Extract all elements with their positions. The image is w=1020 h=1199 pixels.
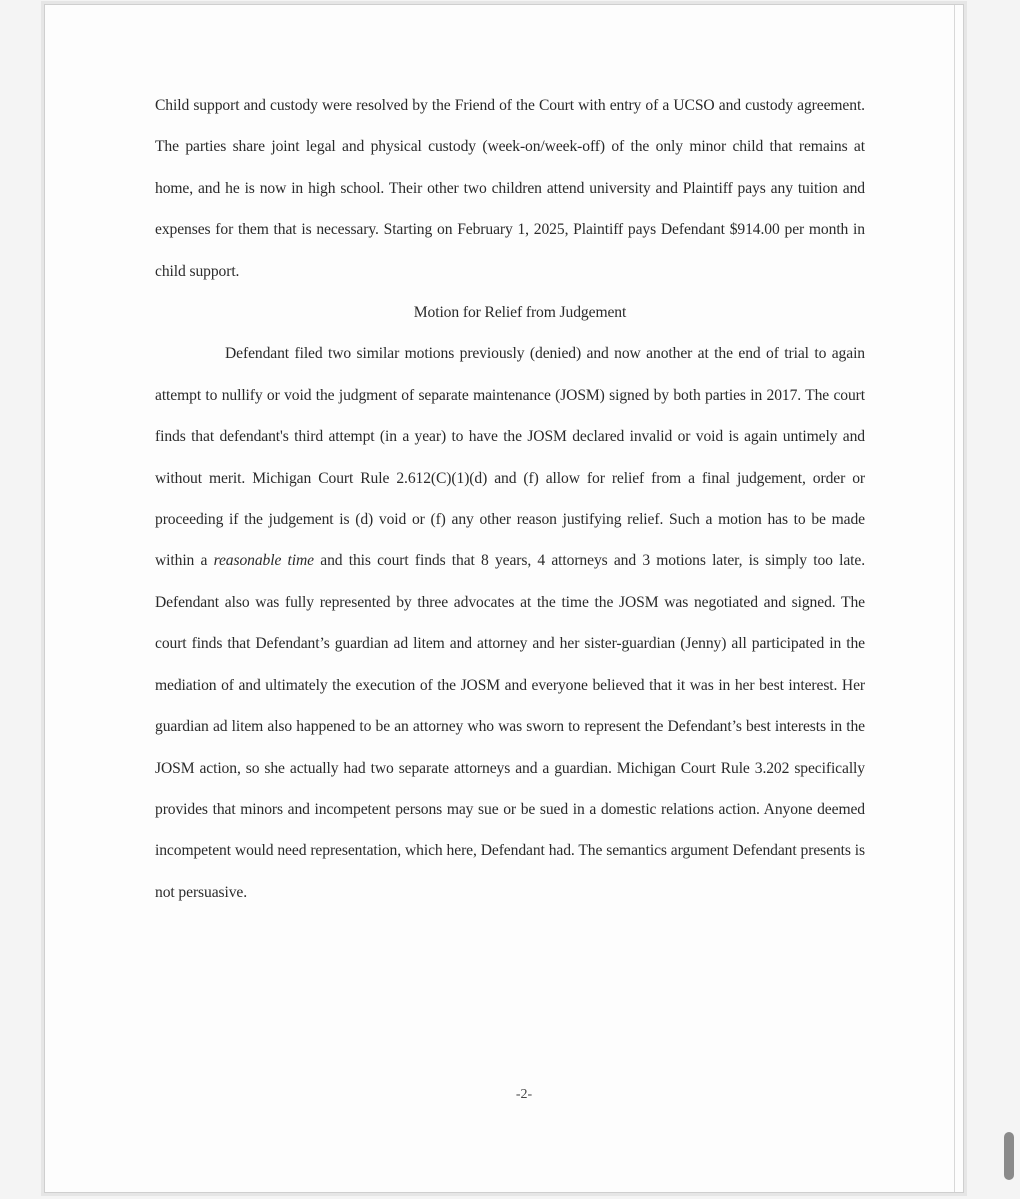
document-body xyxy=(155,85,865,913)
section-heading: Motion for Relief from Judgement xyxy=(413,304,627,322)
paragraph-motion-relief-part-1: Defendant filed two similar motions previously (denied) and now another at the end of trial to again attempt to nullify or void the judgment of separate maintenance (JOSM) signed by both parties in 2017. The court finds that defendant's third attempt (in a year) to have the JOSM declared invalid or void is again untimely and without merit. Michigan Court Rule 2.612(C)(1)(d) and (f) allow for relief from a final judgement, order or proceeding if the judgement is (d) void or (f) any other reason justifying relief. Such a motion has to be made within a xyxy=(155,345,865,570)
paragraph-motion-relief xyxy=(155,333,865,913)
page-edge xyxy=(954,5,955,1192)
page-number: -2- xyxy=(515,1087,533,1102)
paragraph-child-support: Child support and custody were resolved by the Friend of the Court with entry of a UCSO and custody agreement. The parties share joint legal and physical custody (week-on/week-off) of the only minor child that remains at home, and he is now in high school. Their other two children attend university and Plaintiff pays any tuition and expenses for them that is necessary. Starting on February 1, 2025, Plaintiff pays Defendant $914.00 per month in child support. xyxy=(155,97,865,280)
vertical-scrollbar[interactable] xyxy=(1004,1132,1014,1180)
document-page xyxy=(44,4,964,1193)
paragraph-motion-relief-part-2: and this court finds that 8 years, 4 attorneys and 3 motions later, is simply too late. Defendant also was fully represented by three advocates at the time the JOSM was negotiated and signed. The court finds that Defendant’s guardian ad litem and attorney and her sister-guardian (Jenny) all participated in the mediation of and ultimately the execution of the JOSM and everyone believed that it was in her best interest. Her guardian ad litem also happened to be an attorney who was sworn to represent the Defendant’s best interests in the JOSM action, so she actually had two separate attorneys and a guardian. Michigan Court Rule 3.202 specifically provides that minors and incompetent persons may sue or be sued in a domestic relations action. Anyone deemed incompetent would need representation, which here, Defendant had. The semantics argument Defendant presents is not persuasive. xyxy=(155,552,866,901)
emphasis-reasonable-time: reasonable time xyxy=(213,552,314,570)
